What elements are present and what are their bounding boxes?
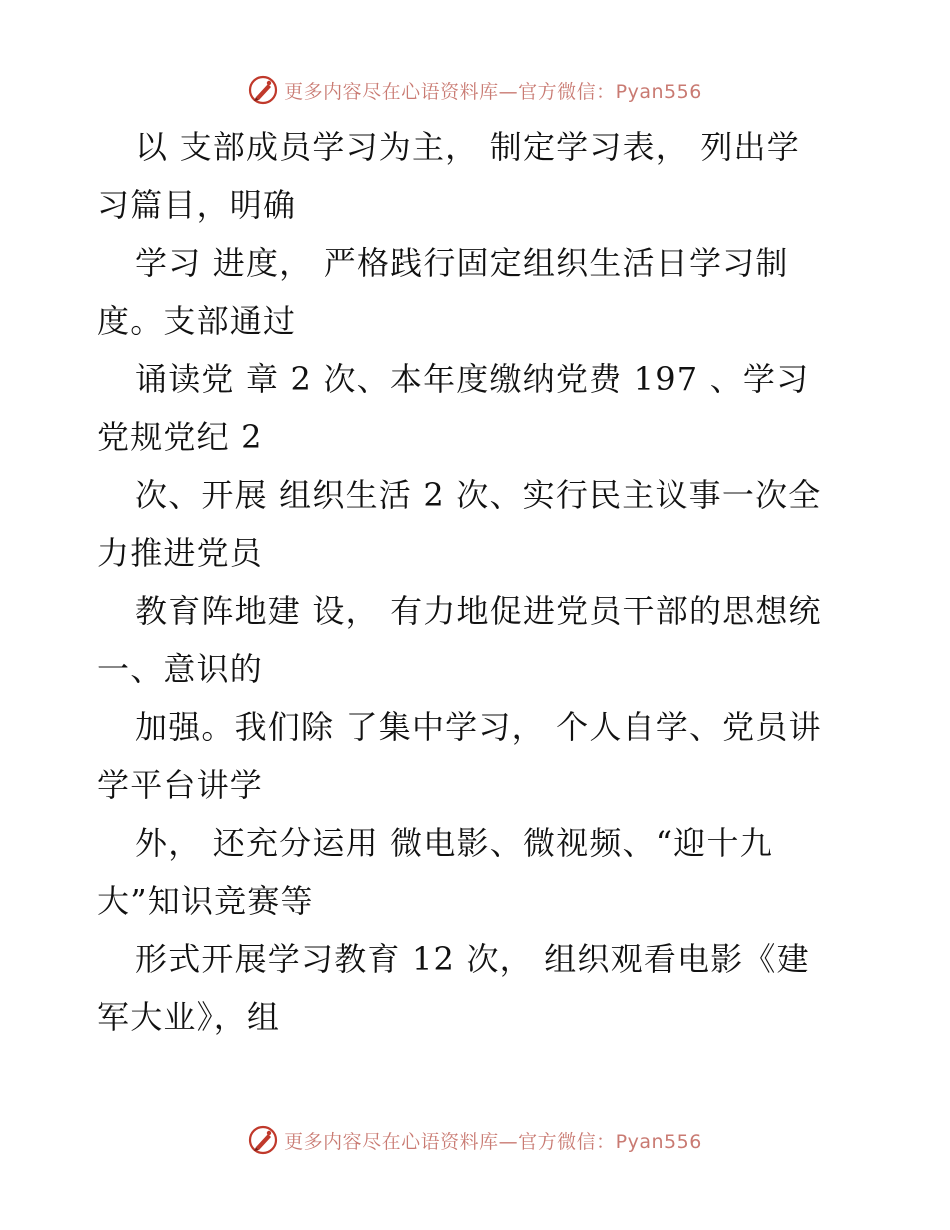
text-line: 度。支部通过 [97, 302, 297, 340]
paragraph [97, 814, 857, 930]
text-line: 习篇目，明确 [97, 186, 297, 224]
text-line: 学习 进度， 严格践行固定组织生活日学习制 [135, 244, 789, 282]
text-line: 以 支部成员学习为主， 制定学习表， 列出学 [135, 128, 800, 166]
paragraph [97, 234, 857, 350]
text-line: 教育阵地建 设， 有力地促进党员干部的思想统 [135, 592, 822, 630]
paragraph [97, 466, 857, 582]
header-watermark [0, 72, 950, 108]
paragraph [97, 582, 857, 698]
text-line: 一、意识的 [97, 650, 264, 688]
document-body [97, 118, 857, 1046]
text-line: 加强。我们除 了集中学习， 个人自学、党员讲 [135, 708, 822, 746]
paragraph [97, 118, 857, 234]
paragraph [97, 930, 857, 1046]
text-line: 次、开展 组织生活 2 次、实行民主议事一次全 [135, 476, 822, 514]
footer-watermark [0, 1122, 950, 1158]
paragraph [97, 698, 857, 814]
text-line: 学平台讲学 [97, 766, 264, 804]
text-line: 外， 还充分运用 微电影、微视频、“迎十九 [135, 824, 773, 862]
text-line: 党规党纪 2 [97, 418, 263, 456]
watermark-text: 更多内容尽在心语资料库—官方微信：Pyan556 [284, 1130, 702, 1153]
text-line: 力推进党员 [97, 534, 264, 572]
watermark-text: 更多内容尽在心语资料库—官方微信：Pyan556 [284, 80, 702, 103]
text-line: 诵读党 章 2 次、本年度缴纳党费 197 、学习 [135, 360, 810, 398]
text-line: 形式开展学习教育 12 次， 组织观看电影《建 [135, 940, 810, 978]
paragraph [97, 350, 857, 466]
text-line: 军大业》，组 [97, 998, 281, 1036]
text-line: 大”知识竞赛等 [97, 882, 314, 920]
pen-logo-icon [248, 75, 278, 105]
pen-logo-icon [248, 1125, 278, 1155]
